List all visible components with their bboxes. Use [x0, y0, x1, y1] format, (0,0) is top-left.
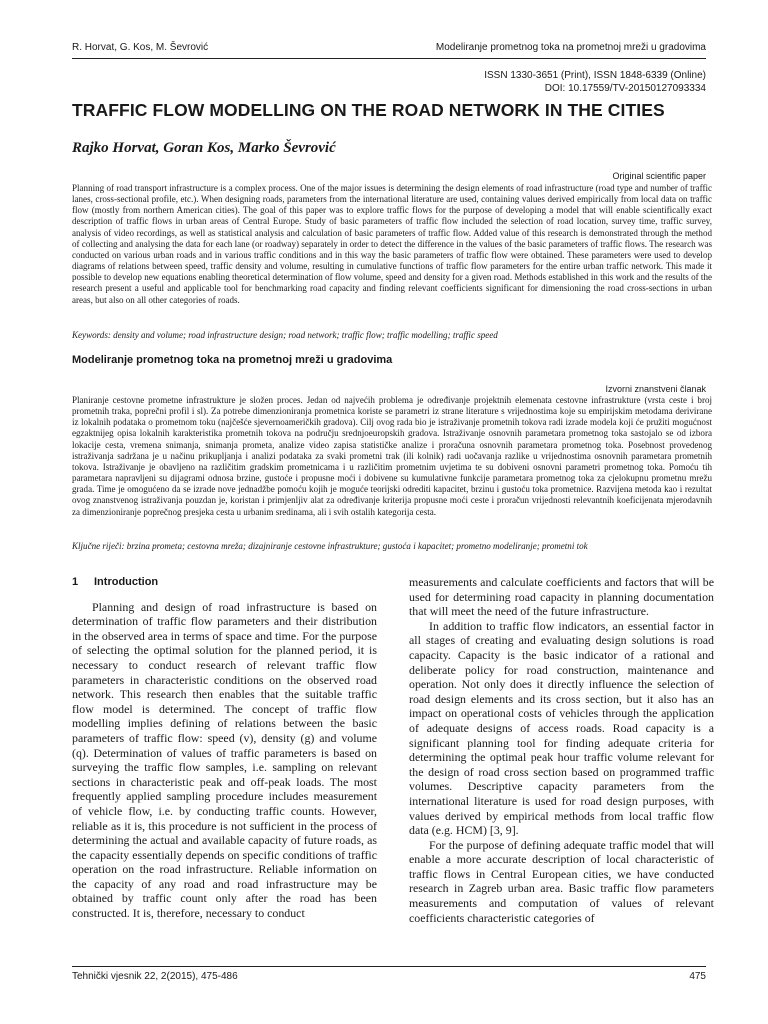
intro-paragraph-1-continued: measurements and calculate coefficients and factors that will be used for determining road capacity in planning documentation that will meet the need of the future infrastructure.: [409, 575, 714, 619]
issn-line: ISSN 1330-3651 (Print), ISSN 1848-6339 (Online): [484, 70, 706, 81]
issn-block: [484, 69, 706, 95]
page-footer: [72, 966, 706, 987]
section-number: 1: [72, 576, 79, 588]
croatian-keywords: Ključne riječi: brzina prometa; cestovna mreža; dizajniranje cestovne infrastrukture; gustoća i kapacitet; prometno modeliranje; prometni tok: [72, 541, 588, 551]
paper-title: TRAFFIC FLOW MODELLING ON THE ROAD NETWORK IN THE CITIES: [72, 100, 665, 120]
intro-paragraph-2: In addition to traffic flow indicators, an essential factor in all stages of creating and evaluating design solutions is road capacity. Capacity is the basic indicator of a rational and deliberate policy for road construction, maintenance and operation. Not only does it directly influence the selection of road design elements and its cross section, but it also has an impact on operational costs of vehicles through the application of adequate designs of access roads. Road capacity is a significant planning tool for finding adequate criteria for determining the optimal peak hour traffic volume relevant for the design of road cross section based on programmed traffic volumes. Descriptive capacity parameters from the international literature is used for road design purposes, with values derived by empirical methods from local traffic flow data (e.g. HCM) [3, 9].: [409, 618, 714, 838]
footer-journal: Tehnički vjesnik 22, 2(2015), 475-486: [72, 971, 238, 982]
intro-paragraph-1: Planning and design of road infrastructure is based on determination of traffic flow parameters and their distribution in the observed area in terms of space and time. For the purpose of selecting the optimal solution for the planned period, it is necessary to conduct research of relevant traffic flow parameters in characteristic conditions on the observed road network. This research then enables that the suitable traffic flow model is determined. The concept of traffic flow modelling implies defining of relations between the basic parameters of traffic flow: speed (v), density (g) and volume (q). Determination of values of traffic parameters is based on surveying the traffic flow samples, i.e. sampling on relevant sections in characteristic peak and off-peak loads. The most frequently applied sampling procedure includes measurement of vehicle flow, i.e. by conducting traffic counts. However, reliable as it is, this procedure is not sufficient in the process of determining the actual and available capacity of future roads, as the capacity essentially depends on specific conditions of traffic operation on the road infrastructure. Reliable information on the capacity of any road and road infrastructure may be obtained by traffic count only after the road has been constructed. It is, therefore, necessary to conduct: [72, 599, 377, 921]
paper-authors: Rajko Horvat, Goran Kos, Marko Ševrović: [72, 140, 336, 156]
croatian-abstract: Planiranje cestovne prometne infrastrukture je složen proces. Jedan od najvećih problema je određivanje projektnih elemenata cestovne infrastrukture (vrsta ceste i broj prometnih traka, poprečni profil i sl). Za potrebe dimenzioniranja prometnica koriste se parametri iz strane literature s vrijednostima koje su empirijskim metodama derivirane iz lokalnih podataka o prometnom toku (najčešće sjevernoameričkih gradova). Cilj ovog rada bio je istraživanje prometnih tokova radi izrade modela koji će pružiti mogućnost egzaktnijeg opisa lokalnih karakteristika prometnih tokova na području srednjoeuropskih gradova. Istraživanje osnovnih parametara prometnog toka sastojalo se od izbora lokacije cesta, vremena snimanja, snimanja prometa, analize video zapisa statističke analize i proračuna osnovnih parametara prometnog toka. Posebnost provedenog istraživanja sadržana je u načinu prikupljanja i analizi podataka za svaki prometni trak (ili kolnik) radi uočavanja razlike u vrijednostima osnovnih parametara prometnih tokova. Istraživanje je obavljeno na različitim gradskim prometnicama i u različitim prometnim uvjetima te su dobiveni osnovni parametri prometnog toka. Pomoću tih parametara napravljeni su dijagrami odnosa brzine, gustoće i propusne moći i dobivene su kumulativne funkcije parametara prometnog toka za cjelokupnu prometnu mrežu grada. Time je omogućeno da se izrade nove jednadžbe pomoću kojih je moguće teorijski odrediti kapacitet, brzinu i gustoću toka prometnice. Razvijena metoda kao i rezultat ovog znanstvenog istraživanja pouzdan je, koristan i primjenljiv alat za određivanje kriterija propusne moći ceste i proračun vrijednosti relevantnih koeficijenata mjerodavnih za dimenzioniranje poprečnog presjeka cesta u urbanim sredinama, ali i svih ostalih kategorija cesta.: [72, 395, 712, 517]
footer-page-number: 475: [689, 971, 706, 982]
croatian-title: Modeliranje prometnog toka na prometnoj mreži u gradovima: [72, 354, 393, 366]
english-keywords: Keywords: density and volume; road infrastructure design; road network; traffic flow; traffic modelling; traffic speed: [72, 330, 498, 340]
header-authors: R. Horvat, G. Kos, M. Ševrović: [72, 42, 209, 53]
header-running-title: Modeliranje prometnog toka na prometnoj mreži u gradovima: [435, 42, 706, 53]
section-heading-introduction: [72, 575, 377, 590]
body-column-right: [409, 575, 714, 925]
body-column-left: [72, 575, 377, 921]
paper-type-label: Original scientific paper: [612, 171, 706, 181]
section-title: Introduction: [94, 576, 159, 588]
doi-line: DOI: 10.17559/TV-20150127093334: [544, 83, 706, 94]
running-header: [72, 42, 706, 59]
english-abstract: Planning of road transport infrastructure is a complex process. One of the major issues is determining the design elements of road infrastructure (road type and number of traffic lanes, cross-sectional profile, etc.). When designing roads, parameters from the international literature are used, containing values derived empirically from local data on traffic flow (mostly from northern American cities). The goal of this paper was to explore traffic flows for the purpose of developing a model that will enable scientifically exact description of traffic flows in urban areas of Central Europe. Study of basic parameters of traffic flow included the selection of road location, survey time, traffic survey, analysis of video recordings, as well as statistical analysis and calculation of basic parameters of traffic flow. Added value of this research is demonstrated through the method of collecting and analysing the data for each lane (or roadway) separately in order to detect the difference in the values of the basic parameters of traffic flows. The research was conducted on various urban roads and in various traffic conditions and in this way the basic parameters of traffic flow were obtained. These parameters were used to develop diagrams of relations between speed, traffic density and volume, resulting in cumulative functions of traffic flow parameters for the entire urban traffic network. This made it possible to develop new equations enabling theoretical determination of flow volume, speed and density for a given road. Methods established in this work and the results of the research present a useful and applicable tool for benchmarking road capacity and finding relevant coefficients significant for dimensioning the road cross-sections in urban areas, but also on all other categories of roads.: [72, 183, 712, 305]
croatian-paper-type-label: Izvorni znanstveni članak: [605, 384, 706, 394]
intro-paragraph-3: For the purpose of defining adequate traffic model that will enable a more accurate description of local characteristic of traffic flows in Central European cities, we have conducted research in Zagreb urban area. Basic traffic flow parameters measurements and computation of values of relevant coefficients characteristic categories of: [409, 837, 714, 925]
